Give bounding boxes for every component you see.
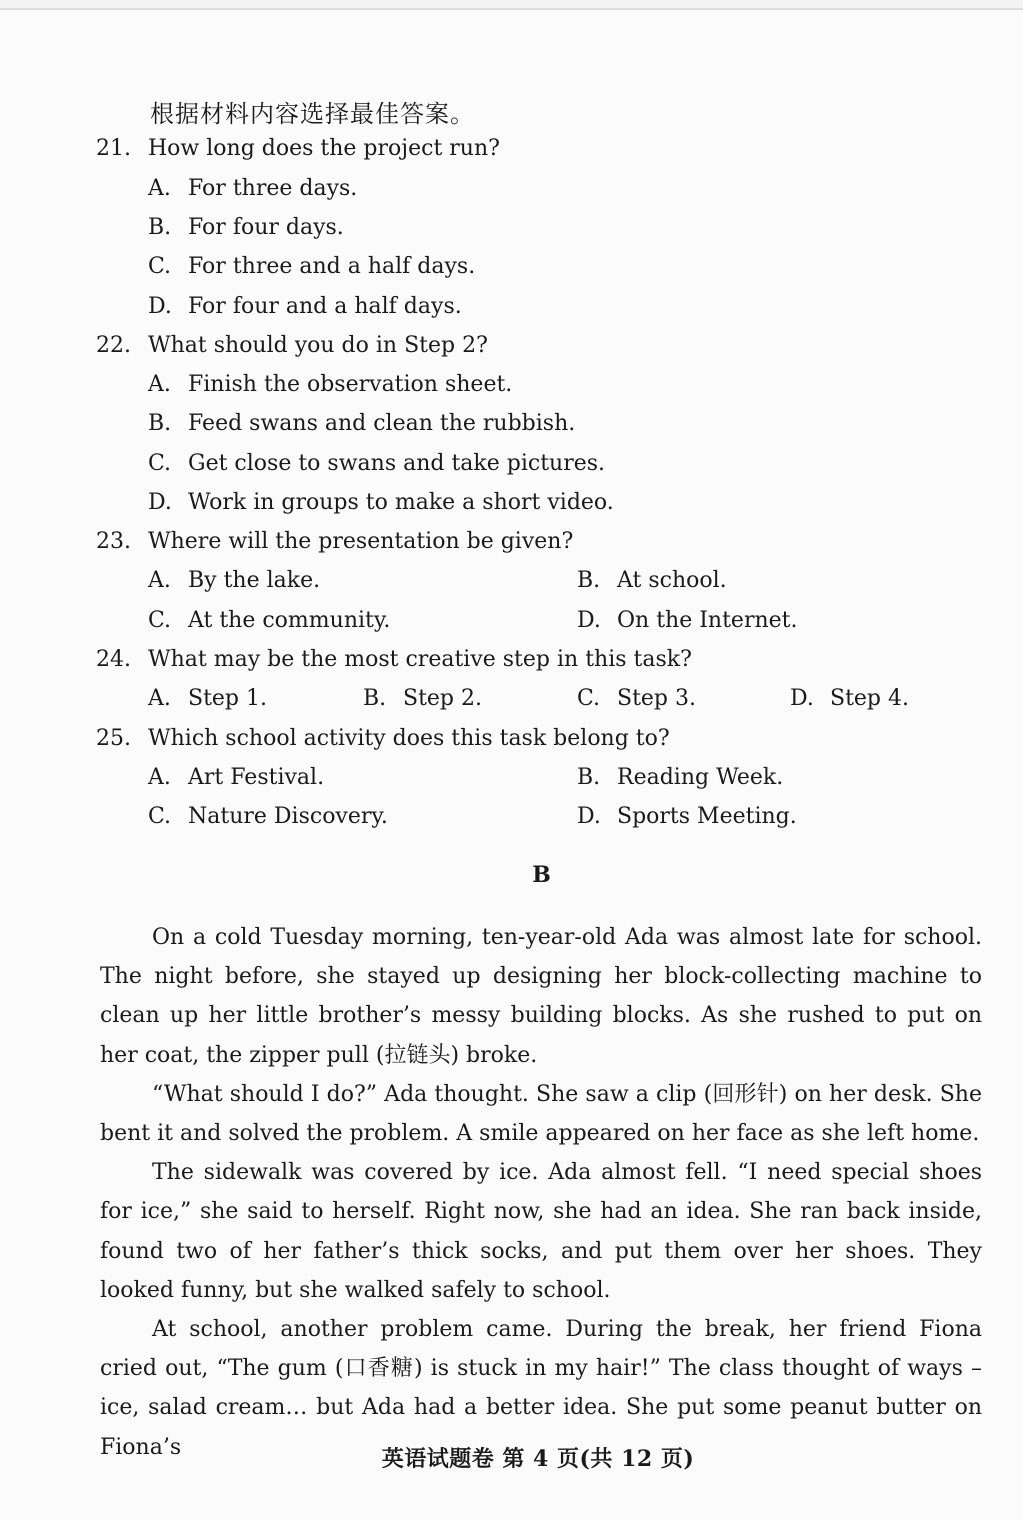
instruction-text: 根据材料内容选择最佳答案。	[150, 100, 475, 128]
option-22-c	[148, 451, 605, 476]
option-letter: C.	[148, 451, 172, 476]
option-21-d	[148, 294, 462, 319]
option-text: Reading Week.	[617, 765, 784, 790]
option-25-b	[577, 765, 783, 790]
question-number: 21.	[96, 136, 131, 161]
option-text: Art Festival.	[188, 765, 325, 790]
option-letter: A.	[148, 372, 171, 397]
question-22	[96, 333, 488, 358]
question-text: How long does the project run?	[148, 136, 500, 161]
passage-paragraph-4: At school, another problem came. During the break, her friend Fiona cried out, “The gum (口香糖) is stuck in my hair!” The class thought of ways – ice, salad cream… but Ada had a better idea. She put some peanut butter on Fiona’s	[100, 1317, 982, 1460]
option-text: On the Internet.	[617, 608, 798, 633]
option-text: Step 1.	[188, 686, 267, 711]
option-text: For three and a half days.	[188, 254, 476, 279]
option-23-a	[148, 568, 320, 593]
page-footer: 英语试题卷 第 4 页(共 12 页)	[381, 1446, 695, 1472]
option-24-a	[148, 686, 267, 711]
question-number: 23.	[96, 529, 131, 554]
option-letter: B.	[148, 215, 172, 240]
option-text: For four and a half days.	[188, 294, 462, 319]
option-letter: C.	[577, 686, 601, 711]
option-text: Step 2.	[403, 686, 482, 711]
option-text: Step 4.	[830, 686, 909, 711]
option-letter: A.	[148, 686, 171, 711]
question-24	[96, 647, 692, 672]
option-23-c	[148, 608, 390, 633]
option-text: For four days.	[188, 215, 344, 240]
section-b-title: B	[532, 862, 551, 888]
question-text: Where will the presentation be given?	[148, 529, 574, 554]
option-letter: A.	[148, 568, 171, 593]
option-text: Step 3.	[617, 686, 696, 711]
option-24-d	[790, 686, 909, 711]
question-text: What may be the most creative step in this task?	[148, 647, 692, 672]
option-letter: B.	[148, 411, 172, 436]
option-21-c	[148, 254, 475, 279]
option-text: Finish the observation sheet.	[188, 372, 513, 397]
question-number: 22.	[96, 333, 131, 358]
option-text: By the lake.	[188, 568, 321, 593]
option-22-d	[148, 490, 614, 515]
option-23-d	[577, 608, 797, 633]
option-21-b	[148, 215, 344, 240]
option-letter: A.	[148, 176, 171, 201]
option-text: For three days.	[188, 176, 358, 201]
option-letter: D.	[148, 490, 172, 515]
question-21	[96, 136, 500, 161]
option-letter: B.	[577, 568, 601, 593]
option-25-d	[577, 804, 797, 829]
option-letter: D.	[148, 294, 172, 319]
option-24-c	[577, 686, 696, 711]
option-text: At the community.	[188, 608, 391, 633]
option-letter: B.	[577, 765, 601, 790]
option-text: Work in groups to make a short video.	[188, 490, 614, 515]
option-text: Get close to swans and take pictures.	[188, 451, 606, 476]
option-letter: A.	[148, 765, 171, 790]
option-text: At school.	[617, 568, 727, 593]
exam-page	[0, 8, 1023, 1520]
option-letter: D.	[790, 686, 814, 711]
option-25-a	[148, 765, 324, 790]
option-21-a	[148, 176, 357, 201]
option-letter: C.	[148, 804, 172, 829]
passage-paragraph-1: On a cold Tuesday morning, ten-year-old Ada was almost late for school. The night before, she stayed up designing her block-collecting machine to clean up her little brother’s messy building blocks. As she rushed to put on her coat, the zipper pull (拉链头) broke.	[100, 925, 982, 1068]
option-25-c	[148, 804, 388, 829]
option-text: Nature Discovery.	[188, 804, 388, 829]
passage-paragraph-2: “What should I do?” Ada thought. She saw a clip (回形针) on her desk. She bent it and solved the problem. A smile appeared on her face as she left home.	[100, 1081, 982, 1147]
option-letter: B.	[363, 686, 387, 711]
option-24-b	[363, 686, 482, 711]
reading-passage	[100, 918, 982, 1467]
option-text: Feed swans and clean the rubbish.	[188, 411, 576, 436]
question-number: 24.	[96, 647, 131, 672]
option-text: Sports Meeting.	[617, 804, 797, 829]
question-25	[96, 726, 670, 751]
question-text: What should you do in Step 2?	[148, 333, 488, 358]
option-23-b	[577, 568, 727, 593]
passage-paragraph-3: The sidewalk was covered by ice. Ada almost fell. “I need special shoes for ice,” she said to herself. Right now, she had an idea. She ran back inside, found two of her father’s thick socks, and put them over her shoes. They looked funny, but she walked safely to school.	[100, 1160, 982, 1303]
option-letter: C.	[148, 608, 172, 633]
option-22-b	[148, 411, 575, 436]
option-letter: D.	[577, 804, 601, 829]
question-23	[96, 529, 573, 554]
question-text: Which school activity does this task belong to?	[148, 726, 670, 751]
question-number: 25.	[96, 726, 131, 751]
option-22-a	[148, 372, 512, 397]
option-letter: D.	[577, 608, 601, 633]
option-letter: C.	[148, 254, 172, 279]
